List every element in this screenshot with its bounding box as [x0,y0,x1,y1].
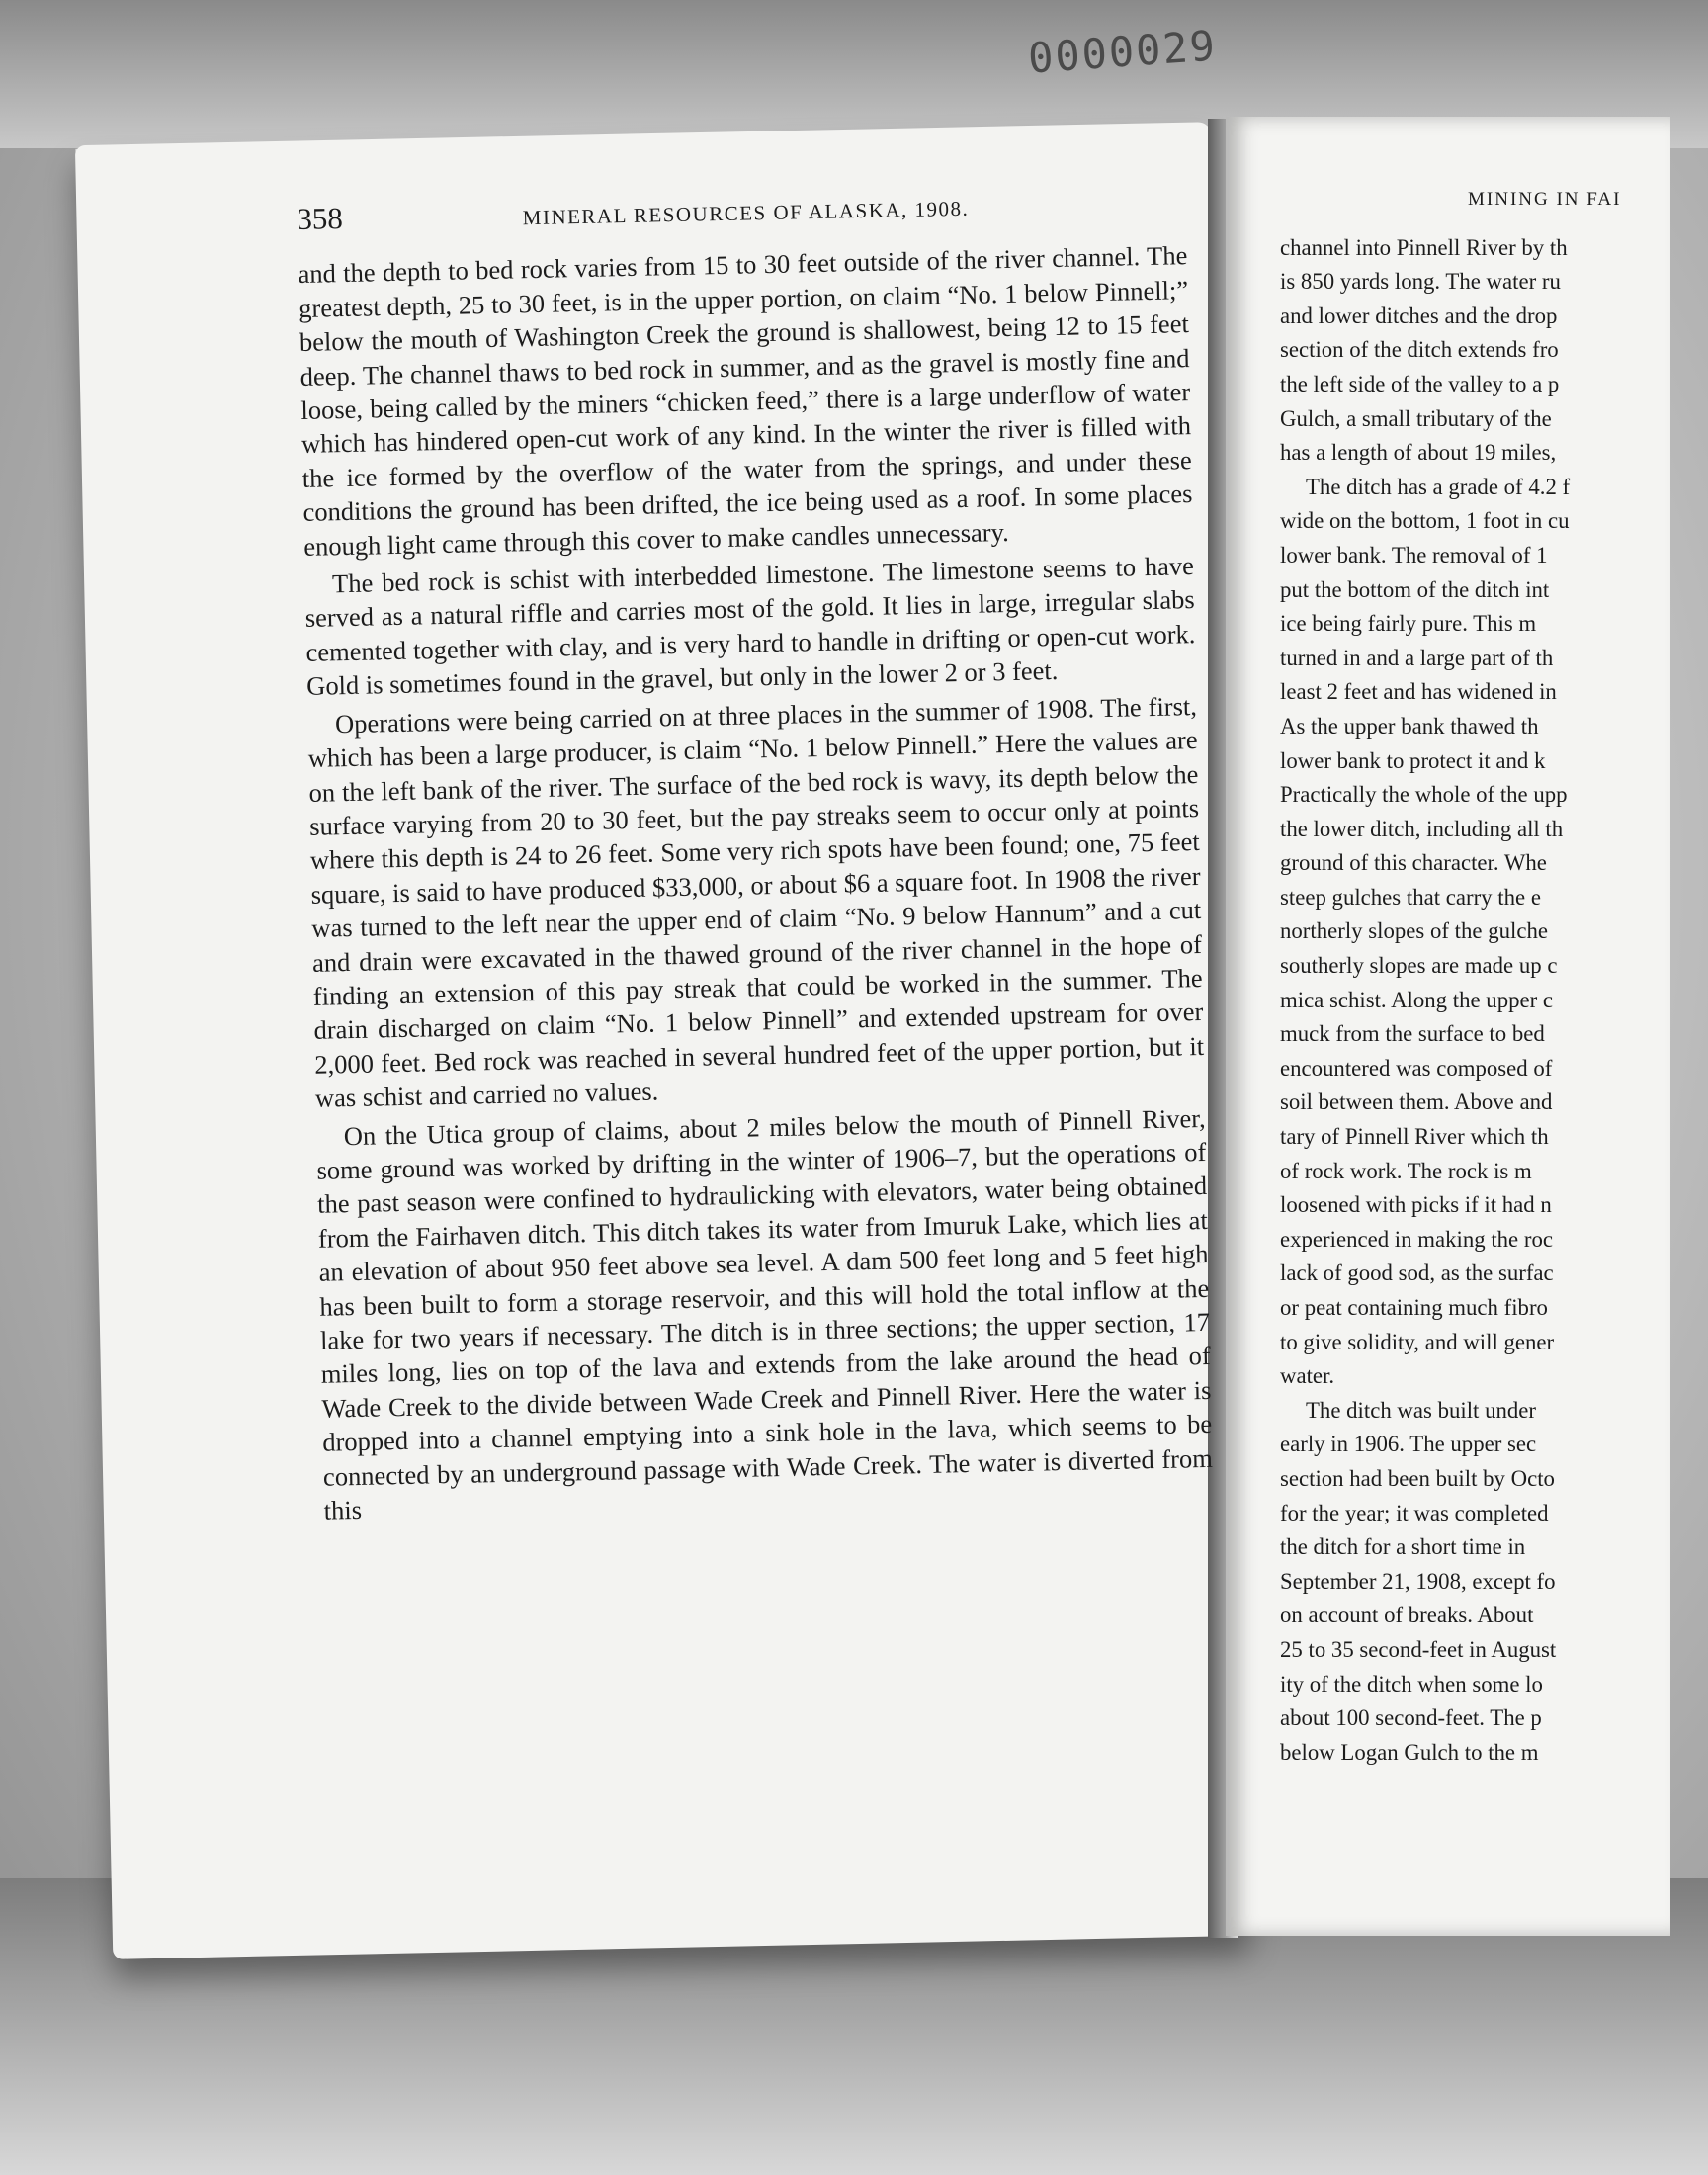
right-page-line: turned in and a large part of th [1280,645,1554,670]
right-page-line: September 21, 1908, except fo [1280,1568,1556,1594]
right-page-line: As the upper bank thawed th [1280,713,1539,739]
page-number: 358 [296,201,344,236]
right-running-head: MINING IN FAI [1468,189,1622,210]
right-page-line: soil between them. Above and [1280,1089,1553,1115]
right-page-line: below Logan Gulch to the m [1280,1739,1539,1765]
right-page-line: ground of this character. Whe [1280,850,1547,876]
right-page-line: southerly slopes are made up c [1280,953,1558,979]
right-page-line: of rock work. The rock is m [1280,1158,1532,1183]
right-page-line: Practically the whole of the upp [1280,782,1568,808]
document-stamp-number: 0000029 [1026,21,1219,83]
right-page-line: tary of Pinnell River which th [1280,1124,1549,1150]
running-head: MINERAL RESOURCES OF ALASKA, 1908. [522,196,970,230]
right-page-line: lower bank. The removal of 1 [1280,542,1548,567]
right-page-line: the ditch for a short time in [1280,1534,1526,1560]
right-page-line: about 100 second-feet. The p [1280,1705,1542,1731]
right-page-lines [1280,231,1708,1771]
right-page-line: wide on the bottom, 1 foot in cu [1280,508,1570,534]
right-page-line: ity of the ditch when some lo [1280,1671,1543,1696]
right-page-text [1280,183,1708,1770]
paragraph: On the Utica group of claims, about 2 miles below the mouth of Pinnell River, some ground was worked by drifting in the winter of 1906–7, but the operations of the past season were confined to hydraulicking with elevators, water being obtained from the Fairhaven ditch. This ditch takes its water from Imuruk Lake, which lies at an elevation of about 950 feet above sea level. A dam 500 feet long and 5 feet high has been built to form a storage reservoir, and this will hold the total inflow at the lake for two years if necessary. The ditch is in three sections; the upper section, 17 miles long, lies on top of the lava and extends from the lake around the head of Wade Creek to the divide between Wade Creek and Pinnell River. Here the water is dropped into a channel emptying into a sink hole in the lava, which seems to be connected by an underground passage with Wade Creek. The water is diverted from this [316,1102,1214,1525]
right-page-line: section of the ditch extends fro [1280,337,1559,363]
right-page-line: encountered was composed of [1280,1055,1553,1081]
right-page-line: has a length of about 19 miles, [1280,440,1557,466]
right-page-line: or peat containing much fibro [1280,1295,1548,1320]
right-page-line: mica schist. Along the upper c [1280,987,1554,1012]
right-page-line: put the bottom of the ditch int [1280,576,1550,602]
paragraph: and the depth to bed rock varies from 15 to 30 feet outside of the river channel. The greatest depth, 25 to 30 feet, is in the upper portion, on claim “No. 1 below Pinnell;” below the mouth of Washington Creek the ground is shallowest, being 12 to 15 feet deep. The channel thaws to bed rock in summer, and as the gravel is mostly fine and loose, being called by the miners “chicken feed,” there is a large underflow of water which has hindered open-cut work of any kind. In the winter the river is filled with the ice formed by the overflow of the water from the springs, and under these conditions the ground has been drifted, the ice being used as a roof. In some places enough light came through this cover to make candles unnecessary. [298,240,1193,562]
right-page-line: The ditch has a grade of 4.2 f [1306,474,1571,499]
right-page-line: The ditch was built under [1306,1397,1536,1423]
right-page-line: early in 1906. The upper sec [1280,1432,1537,1457]
right-page-line: the left side of the valley to a p [1280,371,1560,396]
right-page-line: section had been built by Octo [1280,1465,1555,1491]
right-page-line: least 2 feet and has widened in [1280,679,1557,705]
right-page-line: ice being fairly pure. This m [1280,611,1537,637]
right-page-line: steep gulches that carry the e [1280,884,1541,910]
right-page-line: 25 to 35 second-feet in August [1280,1636,1557,1662]
right-page-line: lack of good sod, as the surfac [1280,1261,1554,1286]
paragraph: The bed rock is schist with interbedded limestone. The limestone seems to have served as a natural riffle and carries most of the gold. It lies in large, irregular slabs cemented together with clay, and is very hard to handle in drifting or open-cut work. Gold is sometimes found in the gravel, but only in the lower 2 or 3 feet. [304,551,1196,702]
right-page-line: lower bank to protect it and k [1280,747,1546,773]
right-page-line: channel into Pinnell River by th [1280,234,1568,260]
paragraph: Operations were being carried on at three places in the summer of 1908. The first, which has been a large producer, is claim “No. 1 below Pinnell.” Here the values are on the left bank of the river. The surface of the bed rock is wavy, its depth below the surface varying from 20 to 30 feet, but the pay streaks seem to occur only at points where this depth is 24 to 26 feet. Some very rich spots have been found; one, 75 feet square, is said to have produced $33,000, or about $6 a square foot. In 1908 the river was turned to the left near the upper end of claim “No. 9 below Hannum” and a cut and drain were excavated in the thawed ground of the river channel in the hope of finding an extension of this pay streak that could be worked in the summer. The drain discharged on claim “No. 1 below Pinnell” and extended upstream for over 2,000 feet. Bed rock was reached in several hundred feet of the upper portion, but it was schist and carried no values. [307,690,1205,1113]
right-page-line: the lower ditch, including all th [1280,816,1564,841]
right-page-line: and lower ditches and the drop [1280,303,1558,328]
right-page-line: for the year; it was completed [1280,1500,1549,1525]
right-page-line: on account of breaks. About [1280,1603,1534,1628]
right-page-line: experienced in making the roc [1280,1226,1553,1252]
right-page-line: water. [1280,1363,1335,1389]
right-page-line: Gulch, a small tributary of the [1280,405,1552,431]
right-page-line: is 850 yards long. The water ru [1280,269,1561,295]
left-page-text [297,184,1214,1527]
right-page-line: loosened with picks if it had n [1280,1192,1552,1218]
right-page-line: muck from the surface to bed [1280,1021,1545,1047]
right-page-line: to give solidity, and will gener [1280,1329,1555,1354]
right-page-line: northerly slopes of the gulche [1280,918,1548,944]
